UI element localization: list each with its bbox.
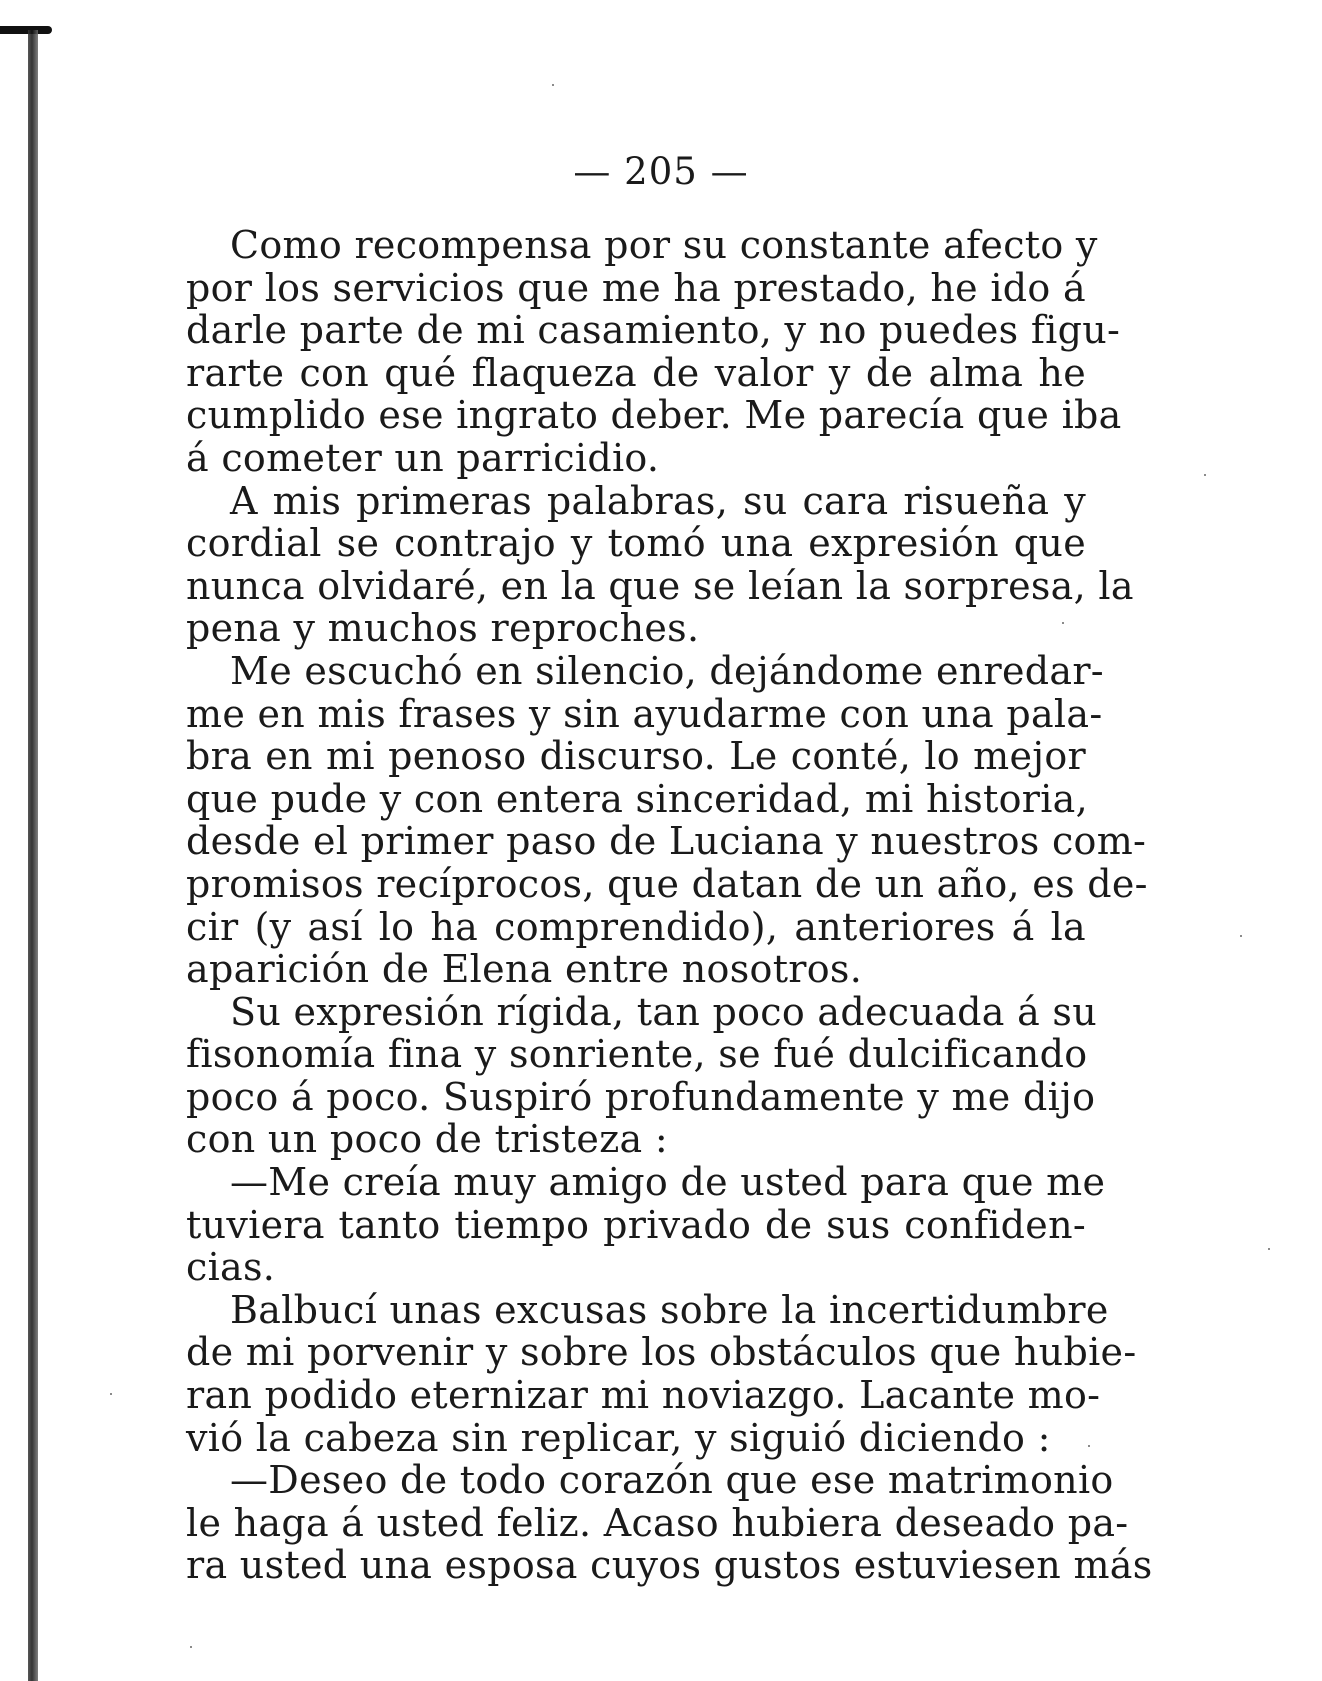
text-line: A mis primeras palabras, su cara risueña y [230, 478, 1086, 523]
text-line: con un poco de tristeza : [186, 1117, 668, 1162]
scan-speck [1062, 622, 1064, 624]
body-text [186, 223, 1153, 1588]
text-line: por los servicios que me ha prestado, he ido á [186, 265, 1086, 310]
text-line: me en mis frases y sin ayudarme con una pala- [186, 691, 1103, 736]
text-line: promisos recíprocos, que datan de un año, es de- [186, 861, 1148, 906]
scan-speck [1240, 935, 1242, 937]
text-line: —Deseo de todo corazón que ese matrimonio [230, 1458, 1114, 1503]
text-line: fisonomía fina y sonriente, se fué dulcificando [186, 1032, 1088, 1077]
scan-speck [110, 1393, 112, 1395]
text-line: aparición de Elena entre nosotros. [186, 947, 863, 992]
text-line: poco á poco. Suspiró profundamente y me dijo [186, 1074, 1096, 1119]
text-line: pena y muchos reproches. [186, 606, 700, 651]
text-line: Como recompensa por su constante afecto y [230, 223, 1098, 267]
scan-speck [1268, 1248, 1270, 1250]
text-line: vió la cabeza sin replicar, y siguió diciendo : [186, 1415, 1051, 1460]
text-line: ra usted una esposa cuyos gustos estuviesen más [186, 1543, 1153, 1588]
text-line: Balbucí unas excusas sobre la incertidumbre [230, 1287, 1109, 1332]
text-line: le haga á usted feliz. Acaso hubiera deseado pa- [186, 1500, 1129, 1545]
text-line: desde el primer paso de Luciana y nuestros com- [186, 819, 1147, 864]
scan-speck [552, 84, 554, 86]
text-line: cordial se contrajo y tomó una expresión que [186, 521, 1086, 566]
text-line: ran podido eternizar mi noviazgo. Lacante mo- [186, 1373, 1101, 1418]
scan-speck [1088, 1445, 1090, 1447]
text-line: Su expresión rígida, tan poco adecuada á su [230, 989, 1097, 1034]
text-line: que pude y con entera sinceridad, mi historia, [186, 776, 1089, 821]
text-line: nunca olvidaré, en la que se leían la sorpresa, la [186, 563, 1134, 608]
text-line: cumplido ese ingrato deber. Me parecía que iba [186, 393, 1122, 438]
text-line: Me escuchó en silencio, dejándome enredar- [230, 648, 1104, 693]
binding-edge [28, 30, 38, 1681]
text-line: rarte con qué flaqueza de valor y de alma he [186, 350, 1086, 395]
text-line: cias. [186, 1245, 276, 1290]
text-line: cir (y así lo ha comprendido), anteriores á la [186, 904, 1086, 949]
text-line: de mi porvenir y sobre los obstáculos que hubie- [186, 1330, 1137, 1375]
binding-notch [0, 26, 52, 34]
text-line: darle parte de mi casamiento, y no puedes figu- [186, 308, 1121, 353]
text-line: tuviera tanto tiempo privado de sus confiden- [186, 1202, 1086, 1247]
scan-speck [190, 1646, 192, 1648]
page-number: — 205 — [573, 150, 749, 193]
text-line: bra en mi penoso discurso. Le conté, lo mejor [186, 734, 1086, 779]
scan-speck [1204, 474, 1206, 476]
text-line: —Me creía muy amigo de usted para que me [230, 1160, 1106, 1205]
text-line: á cometer un parricidio. [186, 435, 660, 480]
